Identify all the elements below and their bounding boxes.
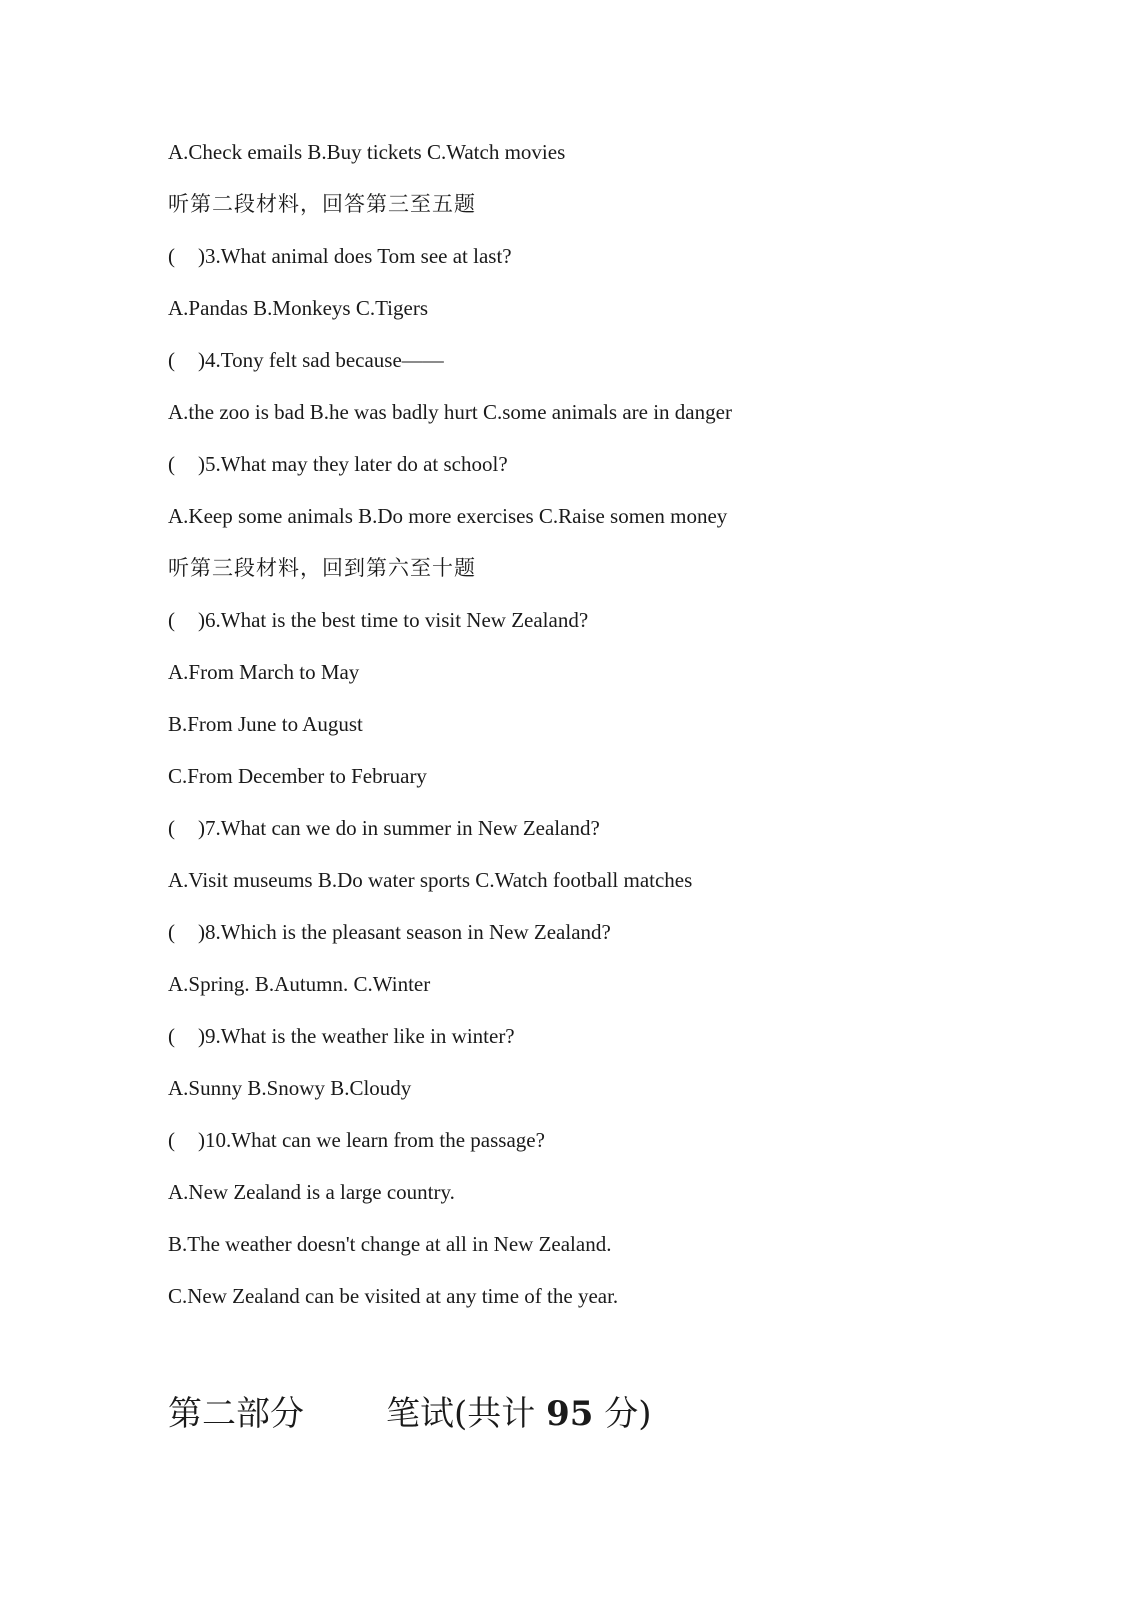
q4-options: A.the zoo is bad B.he was badly hurt C.some animals are in danger [168, 400, 732, 424]
answer-blank: ( [168, 348, 175, 372]
q10-option-a: A.New Zealand is a large country. [168, 1180, 455, 1204]
q7-options: A.Visit museums B.Do water sports C.Watch football matches [168, 868, 693, 892]
question-3: ( )3.What animal does Tom see at last? [168, 241, 512, 271]
q3-options: A.Pandas B.Monkeys C.Tigers [168, 296, 428, 320]
answer-blank: ( [168, 816, 175, 840]
question-5: ( )5.What may they later do at school? [168, 449, 508, 479]
question-10: ( )10.What can we learn from the passage? [168, 1125, 545, 1155]
section-score: 95 [546, 1394, 594, 1434]
answer-blank: ( [168, 452, 175, 476]
section-title-suffix: 分) [604, 1394, 652, 1434]
q9-options: A.Sunny B.Snowy B.Cloudy [168, 1076, 412, 1100]
q8-options: A.Spring. B.Autumn. C.Winter [168, 972, 431, 996]
section-part-label: 第二部分 [168, 1394, 304, 1434]
answer-blank: ( [168, 1024, 175, 1048]
question-7: ( )7.What can we do in summer in New Zealand? [168, 813, 600, 843]
section-title-prefix: 笔试(共计 [386, 1394, 536, 1434]
q10-option-b: B.The weather doesn't change at all in New Zealand. [168, 1232, 612, 1256]
question-9: ( )9.What is the weather like in winter? [168, 1021, 515, 1051]
q10-option-c: C.New Zealand can be visited at any time of the year. [168, 1284, 619, 1308]
answer-blank: ( [168, 920, 175, 944]
question-6: ( )6.What is the best time to visit New Zealand? [168, 605, 588, 635]
q6-option-c: C.From December to February [168, 764, 427, 788]
q5-options: A.Keep some animals B.Do more exercises C.Raise somen money [168, 504, 728, 528]
section-heading [168, 1392, 651, 1436]
answer-blank: ( [168, 244, 175, 268]
passage-2-instruction: 听第二段材料，回答第三至五题 [168, 192, 476, 216]
passage-3-instruction: 听第三段材料，回到第六至十题 [168, 556, 476, 580]
answer-blank: ( [168, 1128, 175, 1152]
answer-blank: ( [168, 608, 175, 632]
q2-options: A.Check emails B.Buy tickets C.Watch movies [168, 140, 566, 164]
q6-option-a: A.From March to May [168, 660, 360, 684]
q6-option-b: B.From June to August [168, 712, 363, 736]
question-8: ( )8.Which is the pleasant season in New Zealand? [168, 917, 611, 947]
question-4: ( )4.Tony felt sad because—— [168, 345, 444, 375]
